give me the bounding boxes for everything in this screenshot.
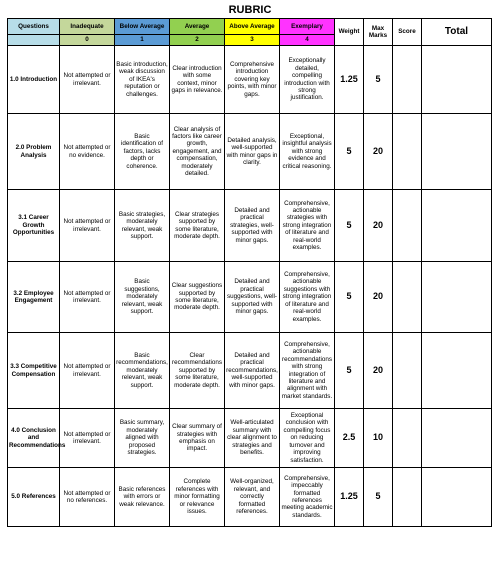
header-inadequate: Inadequate (60, 19, 115, 35)
max-marks-cell: 10 (364, 409, 393, 468)
inadequate-cell: Not attempted or no references. (60, 468, 115, 527)
score-cell[interactable] (393, 468, 422, 527)
scale-value-4: 4 (280, 35, 335, 46)
below-average-cell: Basic recommendations, moderately relevant, weak support. (115, 333, 170, 409)
rubric-table (7, 18, 492, 527)
average-cell: Clear recommendations supported by some literature, moderate depth. (170, 333, 225, 409)
table-row (8, 46, 492, 114)
inadequate-cell: Not attempted or irrelevant. (60, 333, 115, 409)
max-marks-cell: 20 (364, 114, 393, 190)
above-average-cell: Well-articulated summary with clear alignment to strategies and benefits. (225, 409, 280, 468)
weight-cell: 1.25 (335, 46, 364, 114)
below-average-cell: Basic summary, moderately aligned with proposed strategies. (115, 409, 170, 468)
table-row (8, 262, 492, 333)
question-cell: 3.1 Career Growth Opportunities (8, 190, 60, 262)
score-cell[interactable] (393, 190, 422, 262)
score-cell[interactable] (393, 114, 422, 190)
total-cell[interactable] (422, 468, 492, 527)
table-row (8, 114, 492, 190)
header-row (8, 19, 492, 35)
inadequate-cell: Not attempted or irrelevant. (60, 409, 115, 468)
below-average-cell: Basic references with errors or weak relevance. (115, 468, 170, 527)
average-cell: Complete references with minor formatting or relevance issues. (170, 468, 225, 527)
total-cell[interactable] (422, 409, 492, 468)
max-marks-cell: 5 (364, 468, 393, 527)
average-cell: Clear suggestions supported by some literature, moderate depth. (170, 262, 225, 333)
above-average-cell: Detailed and practical suggestions, well-supported with minor gaps. (225, 262, 280, 333)
question-cell: 3.2 Employee Engagement (8, 262, 60, 333)
scale-value-2: 2 (170, 35, 225, 46)
question-cell: 1.0 Introduction (8, 46, 60, 114)
table-row (8, 468, 492, 527)
header-max-marks: Max Marks (364, 19, 393, 46)
average-cell: Clear introduction with some context, minor gaps in relevance. (170, 46, 225, 114)
average-cell: Clear strategies supported by some literature, moderate depth. (170, 190, 225, 262)
weight-cell: 5 (335, 262, 364, 333)
below-average-cell: Basic introduction, weak discussion of IKEA's reputation or challenges. (115, 46, 170, 114)
weight-cell: 2.5 (335, 409, 364, 468)
above-average-cell: Detailed analysis, well-supported with minor gaps in clarity. (225, 114, 280, 190)
score-cell[interactable] (393, 409, 422, 468)
header-weight: Weight (335, 19, 364, 46)
exemplary-cell: Exceptionally detailed, compelling introduction with strong justification. (280, 46, 335, 114)
header-average: Average (170, 19, 225, 35)
total-cell[interactable] (422, 333, 492, 409)
weight-cell: 5 (335, 333, 364, 409)
scale-value-0: 0 (60, 35, 115, 46)
header-score: Score (393, 19, 422, 46)
question-cell: 3.3 Competitive Compensation (8, 333, 60, 409)
question-cell: 4.0 Conclusion and Recommendations (8, 409, 60, 468)
score-cell[interactable] (393, 262, 422, 333)
exemplary-cell: Comprehensive, impeccably formatted references meeting academic standards. (280, 468, 335, 527)
exemplary-cell: Exceptional conclusion with compelling focus on reducing turnover and improving satisfaction. (280, 409, 335, 468)
scale-value-1: 1 (115, 35, 170, 46)
scale-cell-blank (8, 35, 60, 46)
below-average-cell: Basic identification of factors, lacks depth or coherence. (115, 114, 170, 190)
scale-value-3: 3 (225, 35, 280, 46)
weight-cell: 5 (335, 190, 364, 262)
page-title: RUBRIC (228, 4, 272, 16)
table-row (8, 409, 492, 468)
header-exemplary: Exemplary (280, 19, 335, 35)
question-cell: 2.0 Problem Analysis (8, 114, 60, 190)
exemplary-cell: Comprehensive, actionable suggestions with strong integration of literature and real-world examples. (280, 262, 335, 333)
question-cell: 5.0 References (8, 468, 60, 527)
table-row (8, 190, 492, 262)
total-cell[interactable] (422, 190, 492, 262)
total-cell[interactable] (422, 262, 492, 333)
header-below-average: Below Average (115, 19, 170, 35)
weight-cell: 1.25 (335, 468, 364, 527)
max-marks-cell: 5 (364, 46, 393, 114)
below-average-cell: Basic suggestions, moderately relevant, weak support. (115, 262, 170, 333)
table-row (8, 333, 492, 409)
below-average-cell: Basic strategies, moderately relevant, weak support. (115, 190, 170, 262)
exemplary-cell: Exceptional, insightful analysis with strong evidence and critical reasoning. (280, 114, 335, 190)
exemplary-cell: Comprehensive, actionable recommendations with strong integration of literature and alignment with market standards. (280, 333, 335, 409)
max-marks-cell: 20 (364, 333, 393, 409)
inadequate-cell: Not attempted or irrelevant. (60, 262, 115, 333)
total-cell[interactable] (422, 46, 492, 114)
header-questions: Questions (8, 19, 60, 35)
above-average-cell: Well-organized, relevant, and correctly formatted references. (225, 468, 280, 527)
inadequate-cell: Not attempted or irrelevant. (60, 190, 115, 262)
score-cell[interactable] (393, 46, 422, 114)
total-cell[interactable] (422, 114, 492, 190)
max-marks-cell: 20 (364, 262, 393, 333)
weight-cell: 5 (335, 114, 364, 190)
average-cell: Clear analysis of factors like career growth, engagement, and compensation, moderately detailed. (170, 114, 225, 190)
above-average-cell: Detailed and practical strategies, well-supported with minor gaps. (225, 190, 280, 262)
exemplary-cell: Comprehensive, actionable strategies with strong integration of literature and real-world examples. (280, 190, 335, 262)
score-cell[interactable] (393, 333, 422, 409)
above-average-cell: Detailed and practical recommendations, well-supported with minor gaps. (225, 333, 280, 409)
inadequate-cell: Not attempted or no evidence. (60, 114, 115, 190)
inadequate-cell: Not attempted or irrelevant. (60, 46, 115, 114)
header-above-average: Above Average (225, 19, 280, 35)
header-total: Total (422, 19, 492, 46)
average-cell: Clear summary of strategies with emphasis on impact. (170, 409, 225, 468)
max-marks-cell: 20 (364, 190, 393, 262)
above-average-cell: Comprehensive introduction covering key points, with minor gaps. (225, 46, 280, 114)
